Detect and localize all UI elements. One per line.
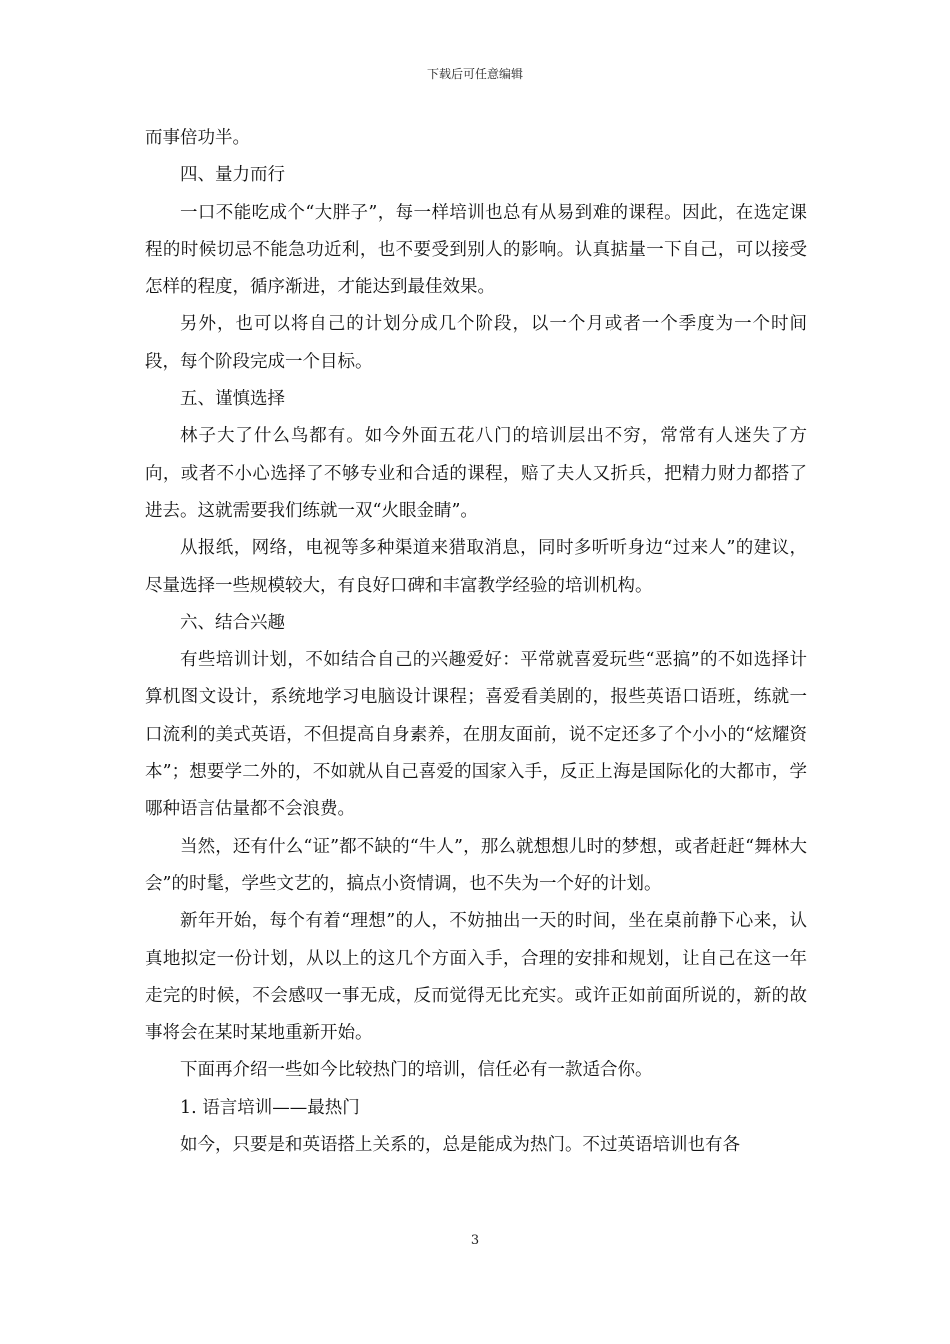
- paragraph-7: 当然，还有什么“证”都不缺的“牛人”，那么就想想儿时的梦想，或者赶赶“舞林大会”的时髦，学些文艺的，搞点小资情调，也不失为一个好的计划。: [145, 836, 807, 894]
- list-heading-1: 1. 语言培训——最热门: [180, 1097, 360, 1118]
- paragraph-10: 如今，只要是和英语搭上关系的，总是能成为热门。不过英语培训也有各: [180, 1135, 740, 1156]
- paragraph-2: 一口不能吃成个“大胖子”，每一样培训也总有从易到难的课程。因此，在选定课程的时候切忌不能急功近利，也不要受到别人的影响。认真掂量一下自己，可以接受怎样的程度，循序渐进，才能达到最佳效果。: [145, 202, 807, 298]
- paragraph-6: 有些培训计划，不如结合自己的兴趣爱好：平常就喜爱玩些“恶搞”的不如选择计算机图文设计，系统地学习电脑设计课程；喜爱看美剧的，报些英语口语班，练就一口流利的美式英语，不但提高自身素养，在朋友面前，说不定还多了个小小的“炫耀资本”；想要学二外的，不如就从自己喜爱的国家入手，反正上海是国际化的大都市，学哪种语言估量都不会浪费。: [145, 650, 807, 820]
- section-heading-4: 四、量力而行: [180, 165, 285, 186]
- paragraph-3: 另外，也可以将自己的计划分成几个阶段，以一个月或者一个季度为一个时间段，每个阶段完成一个目标。: [145, 314, 807, 372]
- page-number: 3: [470, 1233, 480, 1248]
- section-heading-6: 六、结合兴趣: [180, 612, 285, 633]
- page-header: 下载后可任意编辑: [426, 67, 523, 81]
- paragraph-1: 而事倍功半。: [145, 128, 250, 148]
- paragraph-4: 林子大了什么鸟都有。如今外面五花八门的培训层出不穷，常常有人迷失了方向，或者不小心选择了不够专业和合适的课程，赔了夫人又折兵，把精力财力都搭了进去。这就需要我们练就一双“火眼金睛”。: [145, 426, 807, 521]
- paragraph-9: 下面再介绍一些如今比较热门的培训，信任必有一款适合你。: [180, 1060, 653, 1081]
- paragraph-5: 从报纸，网络，电视等多种渠道来猎取消息，同时多听听身边“过来人”的建议，尽量选择一些规模较大，有良好口碑和丰富教学经验的培训机构。: [145, 538, 807, 596]
- section-heading-5: 五、谨慎选择: [180, 389, 285, 410]
- paragraph-8: 新年开始，每个有着“理想”的人，不妨抽出一天的时间，坐在桌前静下心来，认真地拟定一份计划，从以上的这几个方面入手，合理的安排和规划，让自己在这一年走完的时候，不会感叹一事无成，反而觉得无比充实。或许正如前面所说的，新的故事将会在某时某地重新开始。: [145, 911, 807, 1044]
- document-body: [145, 120, 807, 1164]
